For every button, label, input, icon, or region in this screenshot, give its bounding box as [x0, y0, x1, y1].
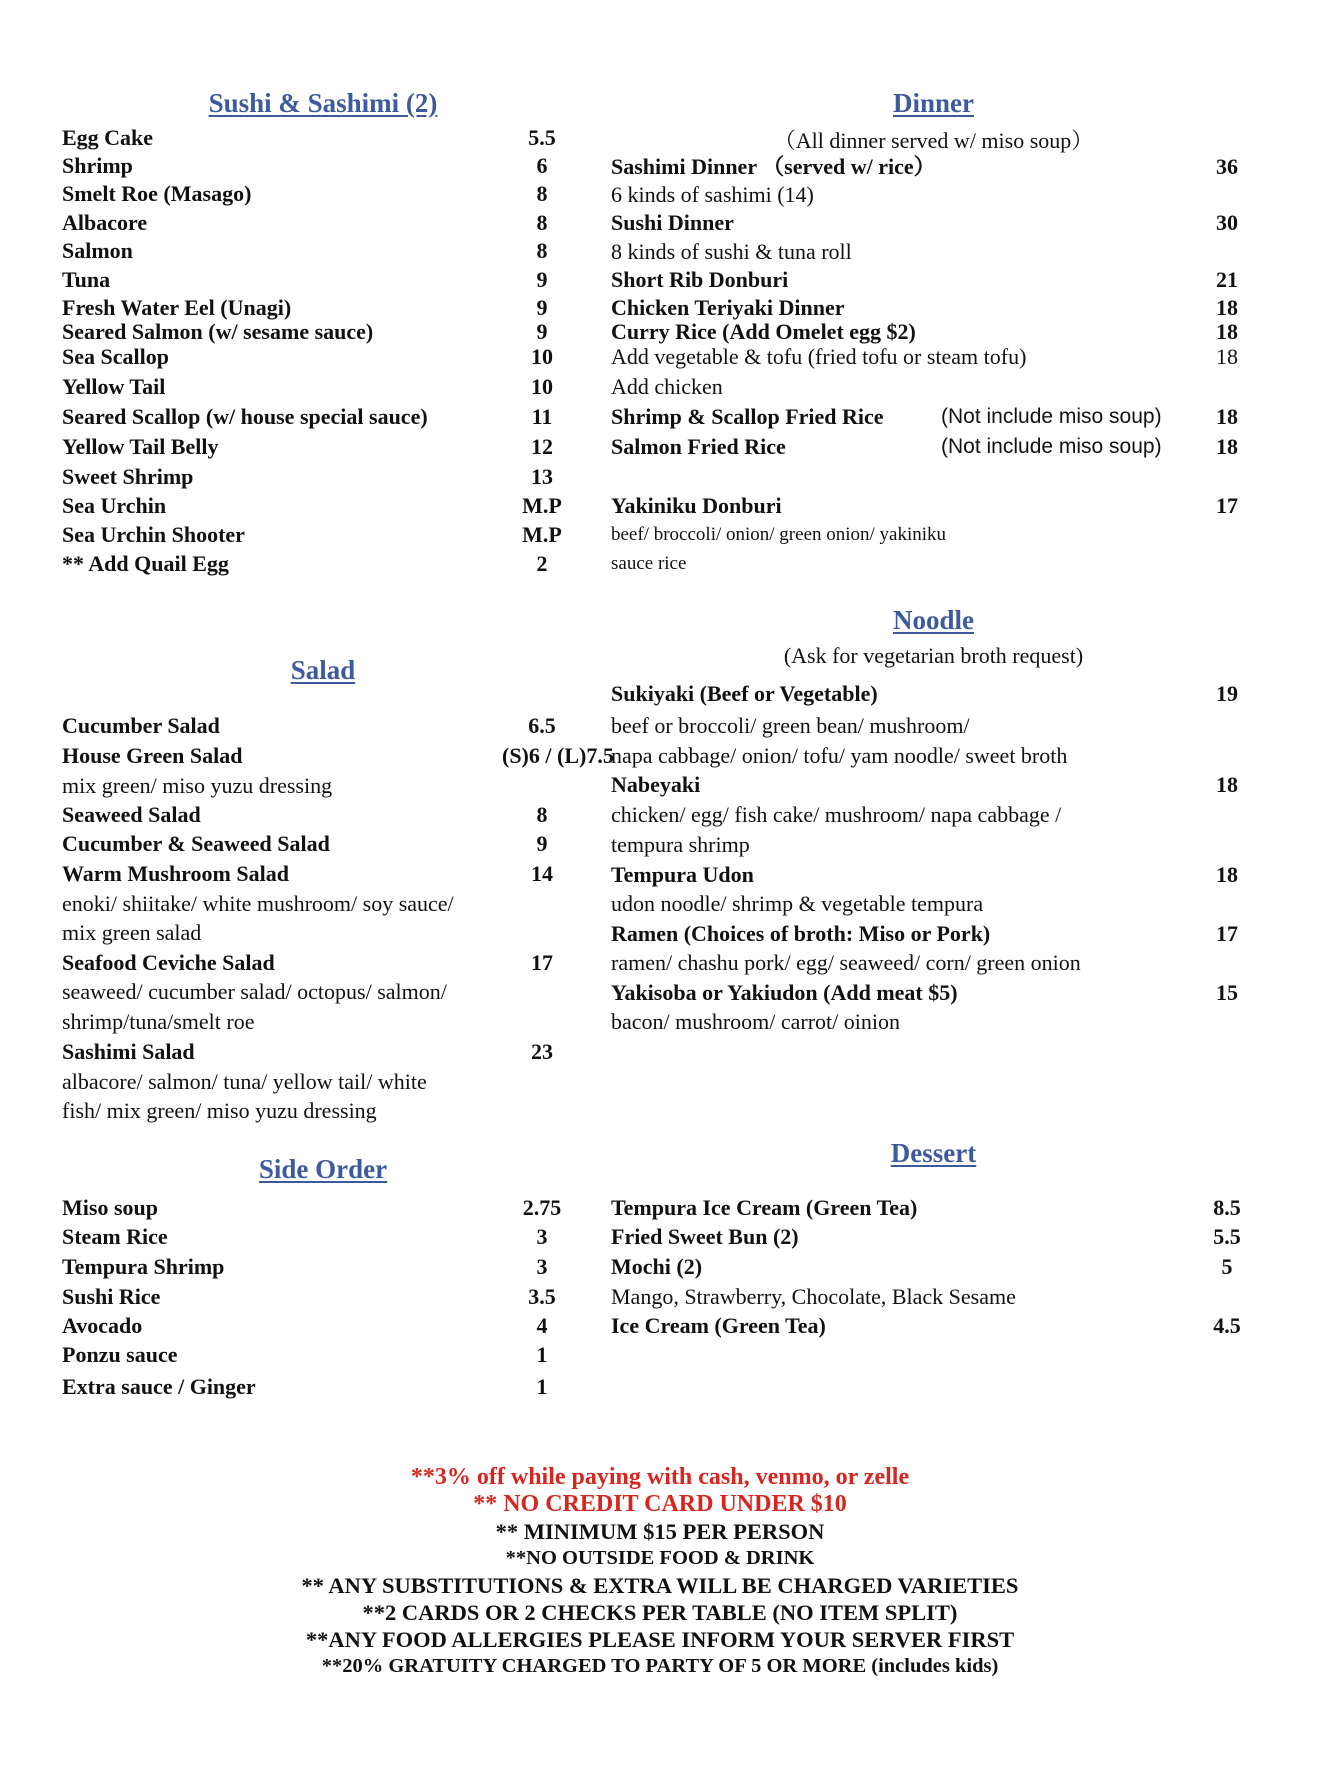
menu-item: [611, 266, 1256, 293]
item-price: 1: [536, 1342, 548, 1367]
policy-notes: [0, 1464, 1320, 1680]
menu-item: [611, 1223, 1256, 1250]
item-name: Ice Cream (Green Tea): [611, 1313, 826, 1338]
menu-item: [62, 550, 584, 577]
item-price: 3: [536, 1224, 548, 1249]
menu-item: [611, 492, 1256, 519]
menu-item-description: [611, 238, 1256, 265]
menu-item-description: [611, 1008, 1256, 1035]
item-name: Yakisoba or Yakiudon (Add meat $5): [611, 980, 958, 1005]
item-price: 30: [1216, 210, 1238, 235]
item-price: M.P: [522, 493, 562, 518]
salad-heading: Salad: [290, 655, 356, 685]
item-price: 6: [536, 153, 548, 178]
menu-item: [62, 209, 584, 236]
item-price: 17: [1216, 921, 1238, 946]
item-price: 18: [1216, 404, 1238, 429]
menu-item: [62, 266, 584, 293]
item-name: Short Rib Donburi: [611, 267, 789, 292]
menu-item: [611, 318, 1256, 345]
menu-item: [611, 771, 1256, 798]
menu-item: [62, 124, 584, 151]
item-description: enoki/ shiitake/ white mushroom/ soy sauce/: [62, 891, 454, 916]
menu-item: [611, 680, 1256, 707]
item-description: Mango, Strawberry, Chocolate, Black Sesame: [611, 1284, 1016, 1309]
menu-item: [62, 1223, 584, 1250]
item-price: 10: [531, 374, 553, 399]
item-price: 4.5: [1213, 1313, 1241, 1338]
menu-item: [62, 1253, 584, 1280]
item-name: Chicken Teriyaki Dinner: [611, 295, 845, 320]
item-name: Avocado: [62, 1313, 143, 1338]
menu-item: [62, 180, 584, 207]
menu-item-description: [62, 1097, 584, 1124]
menu-item: [62, 343, 584, 370]
item-description: ramen/ chashu pork/ egg/ seaweed/ corn/ green onion: [611, 950, 1081, 975]
menu-item: [62, 1341, 584, 1368]
item-name: House Green Salad: [62, 743, 243, 768]
item-price: 9: [536, 267, 548, 292]
menu-item: [62, 801, 584, 828]
item-price: 13: [531, 464, 553, 489]
menu-item-description: [62, 890, 584, 917]
item-name: Shrimp & Scallop Fried Rice: [611, 404, 884, 429]
item-price: 3.5: [528, 1284, 556, 1309]
dinner-heading: Dinner: [893, 88, 974, 118]
note-gratuity: **20% GRATUITY CHARGED TO PARTY OF 5 OR MORE (includes kids): [321, 1655, 999, 1677]
menu-item: [611, 294, 1256, 321]
menu-item: [611, 1312, 1256, 1339]
noodle-heading: Noodle: [893, 605, 974, 635]
note-allergies: **ANY FOOD ALLERGIES PLEASE INFORM YOUR SERVER FIRST: [305, 1627, 1015, 1652]
menu-item: [611, 433, 1256, 460]
item-name: Egg Cake: [62, 125, 154, 150]
item-name: Curry Rice (Add Omelet egg $2): [611, 319, 916, 344]
menu-item: [62, 492, 584, 519]
noodle-subtitle: (Ask for vegetarian broth request): [783, 643, 1084, 668]
item-price: 1: [536, 1374, 548, 1399]
item-price: 8: [536, 802, 548, 827]
menu-item-description: [611, 521, 1256, 548]
menu-item-description: [611, 742, 1256, 769]
item-name: Fried Sweet Bun (2): [611, 1224, 799, 1249]
item-name: Miso soup: [62, 1195, 158, 1220]
item-name: Yakiniku Donburi: [611, 493, 782, 518]
item-name: Tempura Udon: [611, 862, 754, 887]
item-name: Yellow Tail Belly: [62, 434, 219, 459]
item-name: Sushi Dinner: [611, 210, 734, 235]
item-price: 9: [536, 831, 548, 856]
item-description: 6 kinds of sashimi (14): [611, 182, 814, 207]
item-description: seaweed/ cucumber salad/ octopus/ salmon/: [62, 979, 447, 1004]
menu-item: [62, 830, 584, 857]
item-description: mix green/ miso yuzu dressing: [62, 773, 333, 798]
item-price: 5: [1221, 1254, 1233, 1279]
item-price: 9: [536, 319, 548, 344]
item-price: 14: [531, 861, 553, 886]
item-price: 8: [536, 181, 548, 206]
menu-item: [62, 742, 614, 769]
item-name: Cucumber Salad: [62, 713, 220, 738]
item-description: napa cabbage/ onion/ tofu/ yam noodle/ sweet broth: [611, 743, 1068, 768]
item-price: 18: [1216, 434, 1238, 459]
menu-item: [62, 373, 584, 400]
dessert-heading: Dessert: [890, 1138, 977, 1168]
item-name: Cucumber & Seaweed Salad: [62, 831, 330, 856]
item-name: Fresh Water Eel (Unagi): [62, 295, 292, 320]
note-discount: **3% off while paying with cash, venmo, or zelle: [410, 1464, 910, 1490]
menu-item: [611, 1253, 1256, 1280]
item-description: fish/ mix green/ miso yuzu dressing: [62, 1098, 377, 1123]
item-price: 18: [1216, 344, 1238, 369]
item-price: 9: [536, 295, 548, 320]
item-price: 21: [1216, 267, 1238, 292]
item-price: 10: [531, 344, 553, 369]
menu-item: [62, 1038, 584, 1065]
menu-item-description: [611, 550, 1256, 577]
item-name: Ponzu sauce: [62, 1342, 178, 1367]
item-price: 3: [536, 1254, 548, 1279]
menu-item-description: [611, 831, 1256, 858]
menu-item: [62, 237, 584, 264]
menu-item: [62, 1194, 584, 1221]
menu-item: [62, 860, 584, 887]
item-description: chicken/ egg/ fish cake/ mushroom/ napa cabbage /: [611, 802, 1062, 827]
item-name: Sukiyaki (Beef or Vegetable): [611, 681, 878, 706]
item-name: Salmon Fried Rice: [611, 434, 786, 459]
item-price: 17: [531, 950, 553, 975]
item-price: 2.75: [522, 1195, 562, 1220]
item-name: Albacore: [62, 210, 148, 235]
note-no-credit-card: ** NO CREDIT CARD UNDER $10: [473, 1491, 847, 1517]
menu-item: [611, 403, 1256, 430]
menu-item-description: [62, 1008, 584, 1035]
item-name: Seafood Ceviche Salad: [62, 950, 275, 975]
note-cards-checks: **2 CARDS OR 2 CHECKS PER TABLE (NO ITEM SPLIT): [362, 1600, 958, 1625]
item-price: 5.5: [528, 125, 556, 150]
item-price: 18: [1216, 319, 1238, 344]
item-description: tempura shrimp: [611, 832, 750, 857]
menu-item-description: [62, 772, 584, 799]
sushi-sashimi-heading: Sushi & Sashimi (2): [208, 88, 438, 118]
item-description: shrimp/tuna/smelt roe: [62, 1009, 255, 1034]
item-name: Sea Urchin: [62, 493, 167, 518]
item-name: Sashimi Dinner （served w/ rice）: [611, 154, 936, 179]
menu-item: [62, 294, 584, 321]
item-description: Add vegetable & tofu (fried tofu or steam tofu): [611, 344, 1027, 369]
menu-item-description: [611, 712, 1256, 739]
item-name: Extra sauce / Ginger: [62, 1374, 256, 1399]
item-name: Seaweed Salad: [62, 802, 201, 827]
note-no-outside-food: **NO OUTSIDE FOOD & DRINK: [505, 1547, 815, 1569]
item-name: Warm Mushroom Salad: [62, 861, 289, 886]
item-price: (S)6 / (L)7.5: [502, 743, 614, 768]
menu-item: [62, 403, 584, 430]
item-price: 18: [1216, 862, 1238, 887]
menu-item: [62, 1283, 584, 1310]
item-name: Nabeyaki: [611, 772, 701, 797]
item-description: 8 kinds of sushi & tuna roll: [611, 239, 852, 264]
item-name: Sea Scallop: [62, 344, 169, 369]
menu-item: [62, 712, 584, 739]
menu-item-description: [62, 1068, 584, 1095]
menu-item-description: [611, 373, 1256, 400]
menu-item-description: [611, 890, 1256, 917]
menu-item: [62, 318, 584, 345]
item-note: (Not include miso soup): [941, 405, 1162, 428]
item-price: 19: [1216, 681, 1238, 706]
item-name: Salmon: [62, 238, 133, 263]
item-name: Steam Rice: [62, 1224, 168, 1249]
item-description: udon noodle/ shrimp & vegetable tempura: [611, 891, 984, 916]
item-description: mix green salad: [62, 920, 202, 945]
menu-item-description: [611, 343, 1256, 370]
menu-item: [62, 433, 584, 460]
item-price: 5.5: [1213, 1224, 1241, 1249]
item-price: 15: [1216, 980, 1238, 1005]
note-substitutions: ** ANY SUBSTITUTIONS & EXTRA WILL BE CHARGED VARIETIES: [301, 1573, 1019, 1598]
menu-item: [62, 949, 584, 976]
item-description: Add chicken: [611, 374, 723, 399]
item-price: 18: [1216, 772, 1238, 797]
menu-item-description: [611, 1283, 1256, 1310]
menu-item: [62, 152, 584, 179]
menu-item: [611, 979, 1256, 1006]
item-name: Seared Scallop (w/ house special sauce): [62, 404, 428, 429]
item-price: 11: [531, 404, 553, 429]
item-description: bacon/ mushroom/ carrot/ oinion: [611, 1009, 900, 1034]
item-description: sauce rice: [611, 553, 687, 574]
item-name: Smelt Roe (Masago): [62, 181, 252, 206]
item-name: Sea Urchin Shooter: [62, 522, 245, 547]
item-price: 2: [536, 551, 548, 576]
item-note: (Not include miso soup): [941, 435, 1162, 458]
item-name: ** Add Quail Egg: [62, 551, 229, 576]
menu-item: [62, 1312, 584, 1339]
side-order-heading: Side Order: [258, 1154, 388, 1184]
menu-item-description: [611, 949, 1256, 976]
item-name: Sushi Rice: [62, 1284, 161, 1309]
item-name: Seared Salmon (w/ sesame sauce): [62, 319, 374, 344]
menu-item-description: [62, 919, 584, 946]
item-name: Tempura Ice Cream (Green Tea): [611, 1195, 918, 1220]
menu-item-description: [611, 181, 1256, 208]
item-price: 18: [1216, 295, 1238, 320]
menu-item-description: [62, 978, 584, 1005]
item-price: 4: [536, 1313, 548, 1338]
menu-item: [611, 1194, 1256, 1221]
item-description: beef or broccoli/ green bean/ mushroom/: [611, 713, 970, 738]
menu-item-description: [611, 801, 1256, 828]
menu-item: [62, 463, 584, 490]
menu-item: [611, 209, 1256, 236]
item-price: 8: [536, 210, 548, 235]
item-name: Ramen (Choices of broth: Miso or Pork): [611, 921, 991, 946]
item-name: Mochi (2): [611, 1254, 703, 1279]
item-price: 36: [1216, 154, 1238, 179]
item-price: 8: [536, 238, 548, 263]
note-minimum: ** MINIMUM $15 PER PERSON: [495, 1519, 825, 1544]
item-description: albacore/ salmon/ tuna/ yellow tail/ white: [62, 1069, 427, 1094]
item-name: Yellow Tail: [62, 374, 166, 399]
menu-item: [611, 153, 1256, 180]
item-name: Sweet Shrimp: [62, 464, 194, 489]
menu-item: [611, 861, 1256, 888]
menu-item: [611, 920, 1256, 947]
dinner-subtitle: （All dinner served w/ miso soup）: [773, 128, 1094, 153]
menu-item: [62, 521, 584, 548]
item-price: 23: [531, 1039, 553, 1064]
item-name: Tempura Shrimp: [62, 1254, 225, 1279]
item-name: Sashimi Salad: [62, 1039, 195, 1064]
item-price: 12: [531, 434, 553, 459]
item-name: Shrimp: [62, 153, 133, 178]
item-price: 17: [1216, 493, 1238, 518]
item-price: 8.5: [1213, 1195, 1241, 1220]
item-price: 6.5: [528, 713, 556, 738]
item-price: M.P: [522, 522, 562, 547]
menu-item: [62, 1373, 584, 1400]
item-name: Tuna: [62, 267, 111, 292]
item-description: beef/ broccoli/ onion/ green onion/ yakiniku: [611, 524, 947, 545]
